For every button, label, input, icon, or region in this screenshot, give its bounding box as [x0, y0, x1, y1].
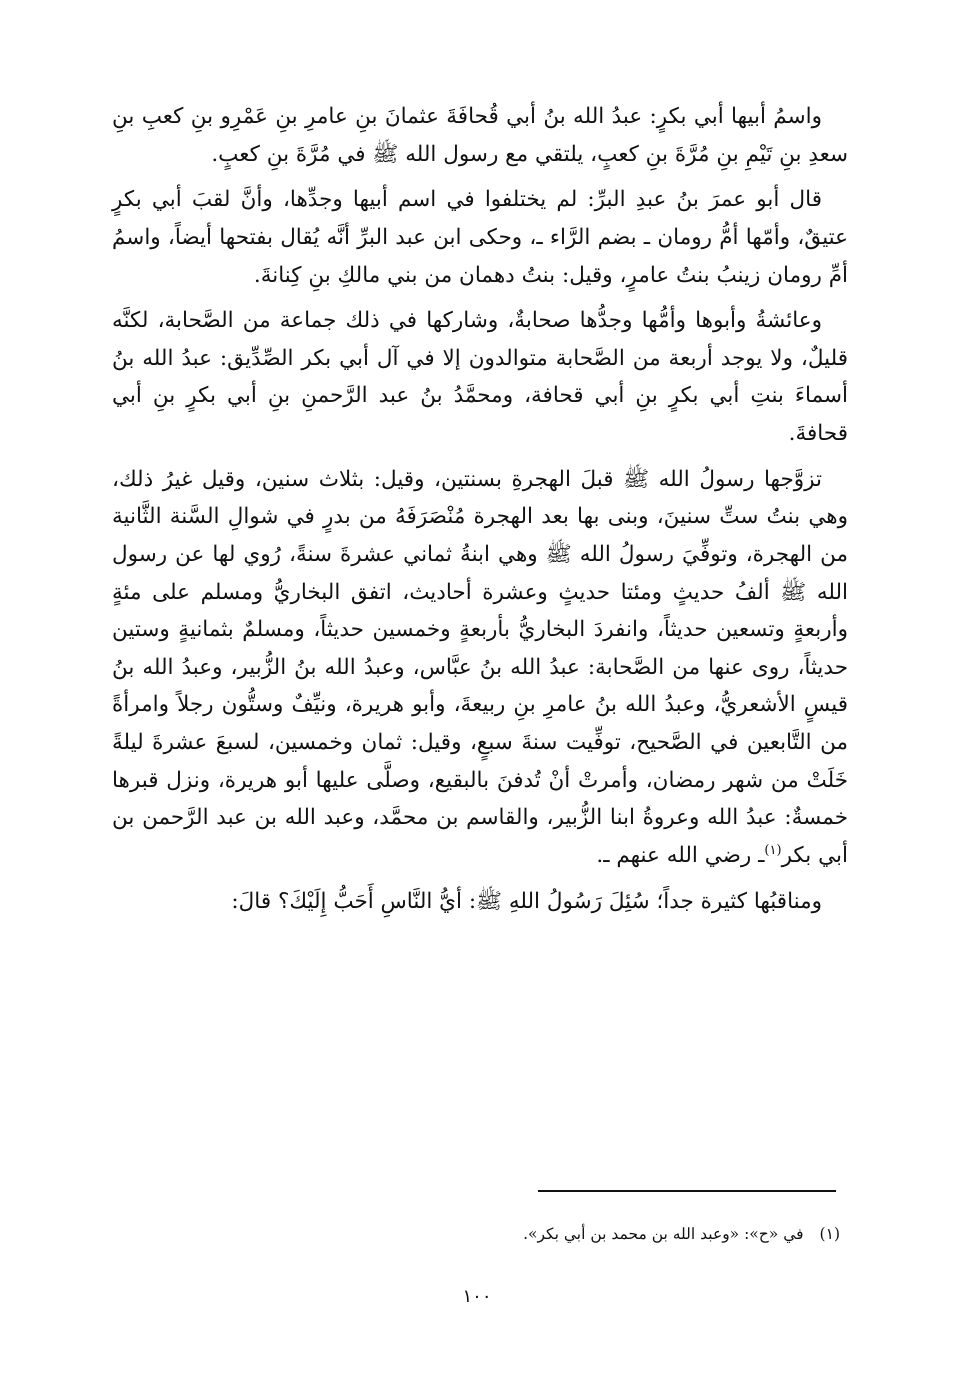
marriage-tail: ـ رضي الله عنهم ـ. — [596, 842, 765, 868]
footnote — [140, 1222, 840, 1247]
paragraph-virtues: ومناقبُها كثيرة جداً؛ سُئِلَ رَسُولُ اللهِ ﷺ: أيُّ النَّاسِ أَحَبُّ إِلَيْكَ؟ قالَ: — [231, 888, 822, 914]
footnote-number: (١) — [819, 1225, 840, 1243]
paragraph-lineage: واسمُ أبيها أبي بكرٍ: عبدُ الله بنُ أبي قُحافَةَ عثمانَ بنِ عامرِ بنِ عَمْرِو بنِ كعبِ بنِ سعدِ بنِ تَيْمِ بنِ مُرَّةَ بنِ كعبٍ، يلتقي مع رسول الله ﷺ في مُرَّةَ بنِ كعبٍ. — [112, 104, 848, 167]
footnote-divider — [538, 1190, 836, 1192]
paragraph-companions: وعائشةُ وأبوها وأمُّها وجدُّها صحابةٌ، وشاركها في ذلك جماعة من الصَّحابة، لكنَّه قليلٌ، ولا يوجد أربعة من الصَّحابة متوالدون إلا في آل أبي بكر الصِّدِّيق: عبدُ الله بنُ أسماءَ بنتِ أبي بكرٍ بنِ أبي قحافة، ومحمَّدُ بنُ عبد الرَّحمنِ بنِ أبي بكرٍ بنِ أبي قحافةَ. — [112, 308, 848, 446]
page-number: ١٠٠ — [462, 1286, 492, 1307]
paragraph-ibn-abd-al-barr: قال أبو عمرَ بنُ عبدِ البرِّ: لم يختلفوا في اسم أبيها وجدِّها، وأنَّ لقبَ أبي بكرٍ عتيقٌ، وأمّها أمُّ رومان ـ بضم الرَّاء ـ، وحكى ابن عبد البرِّ أنَّه يُقال بفتحها أيضاً، واسمُ أمِّ رومان زينبُ بنتُ عامرٍ، وقيل: بنتُ دهمان من بني مالكِ بنِ كِنانةَ. — [112, 187, 848, 288]
main-text — [112, 98, 848, 920]
paragraph-marriage — [112, 461, 848, 875]
footnote-marker[interactable]: (١) — [764, 842, 782, 858]
marriage-text: تزوَّجها رسولُ الله ﷺ قبلَ الهجرةِ بسنتين، وقيل: بثلاث سنين، وقيل غيرُ ذلك، وهي بنتُ ستِّ سنينَ، وبنى بها بعد الهجرة مُنْصَرَفَهُ من بدرٍ في شوالِ السَّنة الثَّانية من الهجرة، وتوفِّيَ رسولُ الله ﷺ وهي ابنةُ ثماني عشرةَ سنةً، رُوي لها عن رسول الله ﷺ ألفُ حديثٍ ومئتا حديثٍ وعشرة أحاديث، اتفق البخاريُّ ومسلم على مئةٍ وأربعةٍ وتسعين حديثاً، وانفردَ البخاريُّ بأربعةٍ وخمسين حديثاً، ومسلمٌ بثمانيةٍ وستين حديثاً، روى عنها من الصَّحابة: عبدُ الله بنُ عبَّاس، وعبدُ الله بنُ الزُّبير، وعبدُ الله بنُ قيسٍ الأشعريُّ، وعبدُ الله بنُ عامرِ بنِ ربيعةَ، وأبو هريرة، ونيِّفٌ وستُّون رجلاً وامرأةً من التَّابعين في الصَّحيح، توفِّيت سنةَ سبعٍ، وقيل: ثمان وخمسين، لسبعَ عشرةَ ليلةً خَلَتْ من شهر رمضان، وأمرتْ أنْ تُدفنَ بالبقيع، وصلَّى عليها أبو هريرة، ونزل قبرها خمسةٌ: عبدُ الله وعروةُ ابنا الزُّبير، والقاسم بن محمَّد، وعبد الله بن عبد الرَّحمن بن أبي بكر — [112, 466, 848, 868]
footnote-text: في «ح»: «وعبد الله بن محمد بن أبي بكر». — [523, 1225, 804, 1243]
